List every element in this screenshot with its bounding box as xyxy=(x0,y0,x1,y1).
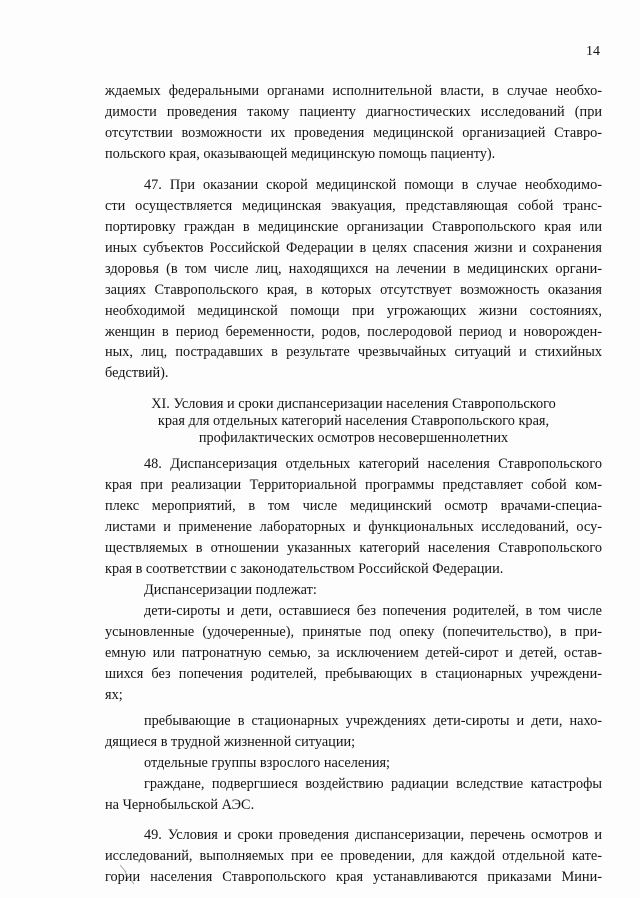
list-item-line: граждане, подвергшиеся воздействию радиации вследствие катастрофы xyxy=(144,776,602,792)
paragraph-49-line: 49. Условия и сроки проведения диспансеризации, перечень осмотров и xyxy=(144,827,602,843)
scan-speck-mark xyxy=(117,862,143,886)
paragraph-48-line: 48. Диспансеризация отдельных категорий населения Ставропольского xyxy=(144,456,602,472)
paragraph-47-line: зациях Ставропольского края, в которых отсутствует возможность оказания xyxy=(105,282,602,298)
text-line: димости проведения такому пациенту диагностических исследований (при xyxy=(105,104,602,120)
paragraph-48-line: края в соответствии с законодательством Российской Федерации. xyxy=(105,561,504,577)
list-item-line: ях; xyxy=(105,687,123,703)
paragraph-48-line: листами и применение лабораторных и функциональных исследований, осу- xyxy=(105,519,602,535)
text-line: ждаемых федеральными органами исполнительной власти, в случае необхо- xyxy=(105,83,602,99)
paragraph-47-line: здоровья (в том числе лиц, находящихся на лечении в медицинских органи- xyxy=(105,261,602,277)
list-item-line: дящиеся в трудной жизненной ситуации; xyxy=(105,734,356,750)
list-item-line: усыновленные (удочеренные), принятые под опеку (попечительство), в при- xyxy=(105,624,602,640)
list-item-line: шихся без попечения родителей, пребывающих в стационарных учреждени- xyxy=(105,666,602,682)
paragraph-47-line: иных субъектов Российской Федерации в целях спасения жизни и сохранения xyxy=(105,240,602,256)
section-heading: профилактических осмотров несовершеннолетних xyxy=(198,430,509,446)
list-item-line: емную или патронатную семью, за исключением детей-сирот и детей, остав- xyxy=(105,645,602,661)
paragraph-47-line: бедствий). xyxy=(105,365,169,381)
list-item-line: пребывающие в стационарных учреждениях дети-сироты и дети, нахо- xyxy=(144,713,602,729)
paragraph-49-line: исследований, выполняемых при ее проведении, для каждой отдельной кате- xyxy=(105,848,602,864)
list-item-line: на Чернобыльской АЭС. xyxy=(105,797,255,813)
text-line: польского края, оказывающей медицинскую помощь пациенту). xyxy=(105,146,496,162)
paragraph-48-line: ществляемых в отношении указанных категорий населения Ставропольского xyxy=(105,540,602,556)
list-intro: Диспансеризации подлежат: xyxy=(144,582,317,598)
paragraph-47-line: женщин в период беременности, родов, послеродовой период и новорожден- xyxy=(105,324,602,340)
paragraph-48-line: плекс мероприятий, в том числе медицинский осмотр врачами-специа- xyxy=(105,498,602,514)
list-item-line: дети-сироты и дети, оставшиеся без попечения родителей, в том числе xyxy=(144,603,602,619)
list-item-line: отдельные группы взрослого населения; xyxy=(144,755,391,771)
page-number: 14 xyxy=(586,44,600,59)
paragraph-48-line: края при реализации Территориальной программы представляет собой ком- xyxy=(105,477,602,493)
section-heading: XI. Условия и сроки диспансеризации населения Ставропольского xyxy=(151,396,556,412)
paragraph-47-line: ных, лиц, пострадавших в результате чрезвычайных ситуаций и стихийных xyxy=(105,344,602,360)
paragraph-47-line: портировку граждан в медицинские организации Ставропольского края или xyxy=(105,219,602,235)
paragraph-49-line: гории населения Ставропольского края устанавливаются приказами Мини- xyxy=(105,869,602,885)
section-heading: края для отдельных категорий населения Ставропольского края, xyxy=(157,413,550,429)
paragraph-47-line: необходимой медицинской помощи при угрожающих жизни состояниях, xyxy=(105,303,602,319)
text-line: отсутствии возможности их проведения медицинской организацией Ставро- xyxy=(105,125,602,141)
paragraph-47-line: 47. При оказании скорой медицинской помощи в случае необходимо- xyxy=(144,177,602,193)
paragraph-47-line: сти осуществляется медицинская эвакуация, представляющая собой транс- xyxy=(105,198,602,214)
